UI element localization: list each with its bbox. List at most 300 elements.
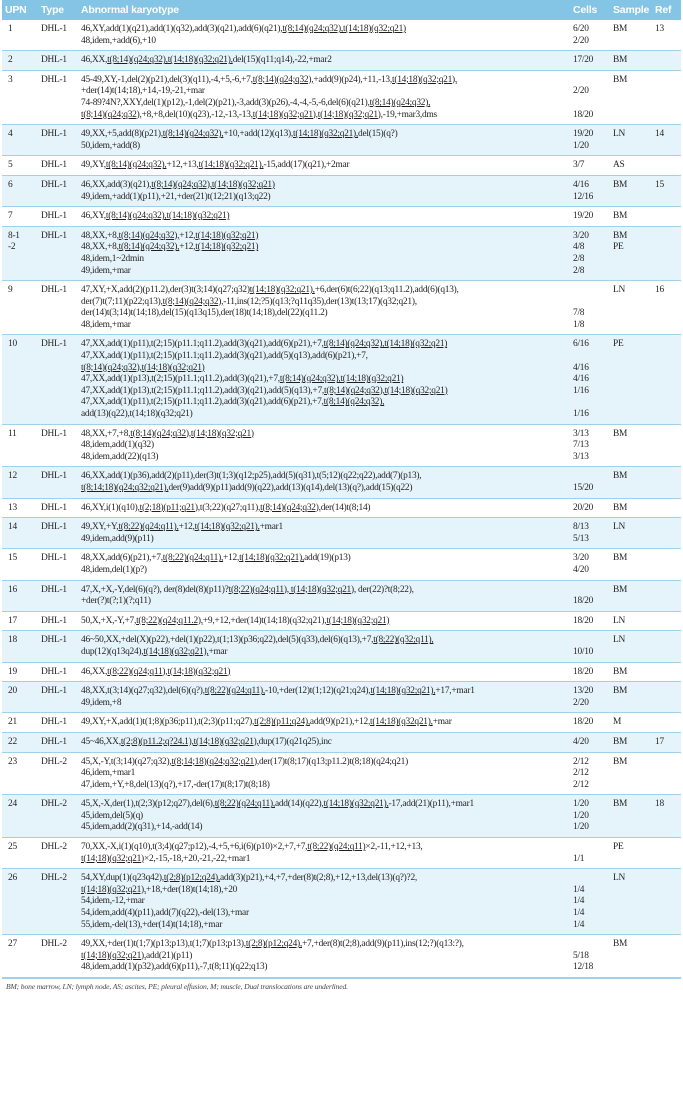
- sample-value: LN: [613, 635, 625, 646]
- cells-value: 2/8: [573, 265, 585, 276]
- upn-value: 18: [8, 635, 17, 646]
- karyotype-line: [81, 141, 567, 153]
- karyotype-segment: 48,idem,add(1)(q32): [81, 440, 154, 451]
- ref-cell: 15: [655, 179, 664, 190]
- dual-translocation: t(8;14)(q24;q32),t(14;18)(q32;q21): [279, 374, 404, 385]
- upn-cell: [2, 125, 38, 156]
- karyotype-segment: 70,XX,-X,i(1)(q10),t(3;4)(q27;p12),-4,+5,+6,i(6)(p10)×2,+7,+7,: [81, 842, 308, 853]
- dual-translocation: t(8;22)(q24;q11),t(14;18)(q32;q21): [107, 666, 231, 677]
- cells-value: 19/20: [573, 211, 594, 222]
- karyotype-segment: add(14)(q22),: [274, 799, 324, 810]
- table-row: [2, 611, 681, 631]
- ref-cell: [652, 498, 681, 518]
- karyotype-line: [81, 667, 567, 679]
- karyotype-line: [81, 885, 567, 897]
- karyotype-line: [81, 320, 567, 332]
- cells-value: 2/12: [573, 756, 589, 767]
- ref-cell: 18: [655, 799, 664, 810]
- karyotype-cell: [78, 20, 570, 51]
- karyotype-segment: 48,idem,del(1)(p?): [81, 564, 147, 575]
- cells-value: 6/20: [573, 24, 589, 34]
- karyotype-line: [81, 266, 567, 278]
- cells-value: [573, 585, 607, 597]
- sample-value: BM: [613, 799, 628, 810]
- karyotype-segment: +17,+mar1: [435, 686, 475, 697]
- karyotype-line: [81, 110, 567, 122]
- karyotype-line: [81, 75, 567, 87]
- upn-value: 25: [8, 842, 17, 853]
- cells-value: 18/20: [573, 717, 594, 728]
- karyotype-segment: 45,X,-Y,t(3;14)(q27;q32),: [81, 756, 172, 767]
- karyotype-line: [81, 180, 567, 192]
- karyotype-segment: 50,idem,+add(8): [81, 140, 140, 151]
- type-cell: DHL-2: [41, 842, 67, 853]
- table-row: [2, 518, 681, 549]
- upn-value: 7: [8, 211, 13, 222]
- karyotype-segment: del(15)(q11;q14),-22,+mar2: [232, 55, 332, 66]
- sample-cell: [610, 549, 652, 580]
- type-cell: DHL-1: [41, 615, 67, 626]
- dual-translocation: t(8;14)(q24;q32),: [369, 97, 431, 108]
- cells-cell: [570, 549, 610, 580]
- cells-value: [573, 842, 607, 854]
- karyotype-cell: [78, 580, 570, 611]
- karyotype-line: [81, 503, 567, 515]
- sample-cell: [610, 838, 652, 869]
- karyotype-segment: t(3;22)(q27;q11),: [199, 502, 261, 513]
- karyotype-segment: 48,idem,1~2dmin: [81, 253, 144, 264]
- karyotype-segment: +6,der(6)t(6;22)(q13;q11.2),add(6)(q13),: [314, 285, 459, 296]
- type-cell: DHL-1: [41, 686, 67, 697]
- cells-cell: [570, 467, 610, 498]
- cells-cell: [570, 713, 610, 733]
- karyotype-segment: der(14)t(3;14)t(14;18),del(15)(q13q15),der(18)t(14;18),del(22)(q11.2): [81, 308, 328, 319]
- karyotype-cell: [78, 335, 570, 424]
- karyotype-segment: del(15)(q?): [358, 129, 398, 140]
- karyotype-line: [81, 873, 567, 885]
- karyotype-segment: +7,+der(8)t(2;8),add(9)(p11),ins(12;?)(q13:?),: [302, 939, 464, 950]
- sample-value: BM: [613, 230, 628, 241]
- ref-cell: [652, 752, 681, 795]
- table-row: [2, 838, 681, 869]
- cells-value: 18/20: [573, 666, 594, 677]
- cells-cell: [570, 20, 610, 51]
- karyotype-segment: -17,add(21)(p11),+mar1: [388, 799, 474, 810]
- cells-value: 2/12: [573, 779, 589, 790]
- sample-cell: [610, 70, 652, 124]
- karyotype-line: [81, 24, 567, 36]
- type-cell: DHL-1: [41, 717, 67, 728]
- upn-value: 21: [8, 717, 17, 728]
- karyotype-segment: 48,idem,+mar: [81, 319, 131, 330]
- karyotype-segment: 48,XX,+7,+8,: [81, 428, 131, 439]
- table-footnote: BM; bone marrow, LN; lymph node, AS; ascites, PE; pleural effusion, M; muscle, Dual translocations are underlined.: [2, 978, 681, 994]
- table-row: [2, 175, 681, 206]
- sample-value: AS: [613, 160, 625, 171]
- sample-cell: [610, 125, 652, 156]
- karyotype-segment: 49,idem,+add(1)(p11),+21,+der(21)t(12;21)(q13;q22): [81, 191, 271, 202]
- karyotype-segment: der(7)t(7;11)(p22;q13),: [81, 296, 163, 307]
- cells-value: 20/20: [573, 502, 594, 513]
- cells-value: 12/16: [573, 191, 594, 202]
- type-cell: DHL-1: [41, 230, 67, 241]
- cells-value: 7/13: [573, 440, 589, 451]
- karyotype-segment: add(19)(p13): [304, 553, 351, 564]
- sample-value: BM: [613, 584, 628, 595]
- cells-value: 1/20: [573, 799, 589, 810]
- dual-translocation: t(2;8)(p11;q24),: [254, 717, 310, 728]
- upn-cell: [2, 838, 38, 869]
- ref-cell: [652, 611, 681, 631]
- upn-value: 9: [8, 285, 13, 296]
- type-cell: DHL-1: [41, 635, 67, 646]
- dual-translocation: t(14;18)(q32;q21),: [293, 129, 359, 140]
- karyotype-line: [81, 596, 567, 608]
- sample-cell: [610, 732, 652, 752]
- table-row: [2, 752, 681, 795]
- karyotype-segment: +12,: [179, 242, 196, 253]
- karyotype-line: [81, 908, 567, 920]
- sample-value: BM: [613, 736, 628, 747]
- table-row: [2, 70, 681, 124]
- karyotype-line: [81, 737, 567, 749]
- karyotype-segment: 48,XX,+8,: [81, 242, 119, 253]
- cells-value: 7/8: [573, 308, 585, 319]
- upn-value: 23: [8, 756, 17, 767]
- karyotype-line: [81, 585, 567, 597]
- ref-cell: [652, 226, 681, 280]
- upn-value: 15: [8, 553, 17, 564]
- dual-translocation: t(8;14)(q24;q32),t(14;18)(q32;q21): [105, 211, 230, 222]
- ref-cell: [652, 518, 681, 549]
- upn-value: 2: [8, 55, 13, 66]
- karyotype-segment: -19,+mar3,dms: [382, 109, 437, 120]
- karyotype-line: [81, 780, 567, 792]
- sample-cell: [610, 611, 652, 631]
- karyotype-segment: +8,+8,del(10)(q23),-12,-13,-13,: [141, 109, 253, 120]
- cells-value: [573, 873, 607, 885]
- karyotype-segment: 49,XY,+Y,: [81, 522, 119, 533]
- table-row: [2, 732, 681, 752]
- header-cells: Cells: [570, 0, 610, 20]
- cells-cell: [570, 662, 610, 682]
- type-cell: DHL-1: [41, 471, 67, 482]
- upn-value: 16: [8, 584, 17, 595]
- table-row: [2, 935, 681, 978]
- upn-cell: [2, 549, 38, 580]
- karyotype-line: [81, 374, 567, 386]
- sample-cell: [610, 281, 652, 335]
- karyotype-cell: [78, 838, 570, 869]
- cells-value: 10/10: [573, 646, 594, 657]
- table-row: [2, 20, 681, 51]
- cells-value: 4/8: [573, 242, 585, 253]
- cells-value: [573, 471, 607, 483]
- cells-value: 1/16: [573, 409, 589, 420]
- karyotype-segment: 54,idem,-12,+mar: [81, 896, 145, 907]
- upn-cell: [2, 752, 38, 795]
- karyotype-segment: 46,XY,: [81, 211, 106, 222]
- ref-cell: [652, 935, 681, 978]
- upn-value: 14: [8, 522, 17, 533]
- karyotype-line: [81, 616, 567, 628]
- karyotype-line: [81, 565, 567, 577]
- sample-cell: [610, 580, 652, 611]
- karyotype-segment: der(22)?t(8;22),: [355, 584, 414, 595]
- type-cell: DHL-1: [41, 160, 67, 171]
- karyotype-segment: der(17)t(8;17)(q13;p11.2)t(8;18)(q24;q21): [258, 756, 408, 767]
- ref-cell: [652, 549, 681, 580]
- dual-translocation: t(8;22)(q24;q11): [307, 842, 366, 853]
- cells-cell: [570, 795, 610, 838]
- dual-translocation: t(14;18)(q32;q21): [326, 615, 390, 626]
- karyotype-segment: 47,idem,+Y,+8,del(13)(q?),+17,-der(17)t(8;17)t(8;18): [81, 779, 270, 790]
- cells-value: 6/16: [573, 339, 589, 350]
- ref-cell: [652, 662, 681, 682]
- sample-value: BM: [613, 666, 628, 677]
- sample-cell: [610, 869, 652, 935]
- karyotype-segment: +der(?)t(?;1)(?;q11): [81, 596, 151, 607]
- cells-value: 3/20: [573, 553, 589, 564]
- dual-translocation: t(14;18)(q32;q21),: [239, 553, 305, 564]
- sample-value: PE: [613, 339, 624, 350]
- cells-value: 2/20: [573, 35, 589, 46]
- karyotype-line: [81, 231, 567, 243]
- cells-value: 1/16: [573, 385, 589, 396]
- karyotype-segment: 45,idem,del(5)(q): [81, 810, 143, 821]
- karyotype-line: [81, 452, 567, 464]
- cells-value: 4/20: [573, 564, 589, 575]
- karyotype-segment: 47,XY,+X,add(2)(p11.2),der(3)t(3;14)(q27;q32): [81, 285, 250, 296]
- cells-cell: [570, 70, 610, 124]
- type-cell: DHL-1: [41, 522, 67, 533]
- cells-cell: [570, 125, 610, 156]
- karyotype-line: [81, 896, 567, 908]
- dual-translocation: t(8;22)(q24;q11), t(14;18)(q32;q21),: [228, 584, 356, 595]
- dual-translocation: t(8;22)(q32;q11),: [373, 635, 434, 646]
- karyotype-segment: 47,XX,add(1)(p11),t(2;15)(p11.1;q11.2),add(3)(q21),add(6)(p21),+7,: [81, 397, 324, 408]
- karyotype-cell: [78, 631, 570, 662]
- karyotype-line: [81, 799, 567, 811]
- table-row: [2, 713, 681, 733]
- karyotype-segment: add(9)(p21),+12,: [309, 717, 371, 728]
- sample-cell: [610, 498, 652, 518]
- cells-value: 5/13: [573, 533, 589, 544]
- cells-value: [573, 939, 607, 951]
- dual-translocation: t(8;14)(q24;q32),: [323, 397, 385, 408]
- type-cell: DHL-1: [41, 553, 67, 564]
- karyotype-line: [81, 757, 567, 769]
- dual-translocation: t(2;8)(p12;q24),: [163, 873, 221, 884]
- upn-value: 11: [8, 428, 17, 439]
- karyotype-segment: -10,+der(12)t(1;12)(q21;q24),: [265, 686, 371, 697]
- type-cell: DHL-1: [41, 129, 67, 140]
- sample-value: BM: [613, 24, 628, 34]
- cells-value: 2/20: [573, 86, 589, 97]
- karyotype-segment: 49,XY,: [81, 160, 106, 171]
- upn-cell: [2, 682, 38, 713]
- karyotype-cell: [78, 207, 570, 227]
- sample-value: BM: [613, 471, 628, 482]
- karyotype-segment: 46,idem,+mar1: [81, 768, 136, 779]
- dual-translocation: t(14;18)(q32;q21),: [194, 522, 260, 533]
- cells-cell: [570, 424, 610, 467]
- upn-cell: [2, 518, 38, 549]
- table-row: [2, 580, 681, 611]
- cells-cell: [570, 935, 610, 978]
- karyotype-segment: 49,idem,+8: [81, 697, 122, 708]
- cells-value: 1/8: [573, 319, 585, 330]
- karyotype-line: [81, 842, 567, 854]
- table-header-row: [2, 0, 681, 20]
- ref-cell: 14: [655, 129, 664, 140]
- upn-value: 26: [8, 873, 17, 884]
- cells-cell: [570, 207, 610, 227]
- cells-cell: [570, 498, 610, 518]
- table-row: [2, 631, 681, 662]
- karyotype-line: [81, 55, 567, 67]
- karyotype-cell: [78, 713, 570, 733]
- type-cell: DHL-2: [41, 873, 67, 884]
- cells-value: 1/20: [573, 822, 589, 833]
- karyotype-segment: 48,idem,add(1)(p32),add(6)(p11),-7,t(8;11)(q22;q13): [81, 962, 268, 973]
- type-cell: DHL-1: [41, 428, 67, 439]
- upn-value: -2: [8, 242, 16, 253]
- sample-cell: [610, 795, 652, 838]
- karyotype-cell: [78, 467, 570, 498]
- cells-cell: [570, 732, 610, 752]
- karyotype-cell: [78, 611, 570, 631]
- upn-cell: [2, 713, 38, 733]
- sample-value: LN: [613, 522, 625, 533]
- cells-cell: [570, 631, 610, 662]
- dual-translocation: t(8;14)(q24;q32),: [118, 230, 180, 241]
- header-sample: Sample: [610, 0, 652, 20]
- table-row: [2, 662, 681, 682]
- upn-value: 27: [8, 939, 17, 950]
- ref-cell: [652, 682, 681, 713]
- cells-cell: [570, 580, 610, 611]
- karyotype-line: [81, 854, 567, 866]
- cells-value: 1/20: [573, 810, 589, 821]
- karyotype-segment: 54,XY,dup(1)(q23q42),: [81, 873, 164, 884]
- karyotype-line: [81, 951, 567, 963]
- karyotype-segment: 74-89?4N?,XXY,del(1)(p12),-1,del(2)(p21),-3,add(3)(p26),-4,-4,-5,-6,del(6)(q21),: [81, 97, 370, 108]
- karyotype-line: [81, 939, 567, 951]
- upn-value: 8-1: [8, 230, 20, 241]
- dual-translocation: t(2;8)(p12;q24),: [245, 939, 302, 950]
- upn-cell: [2, 226, 38, 280]
- karyotype-segment: 46,XX,add(1)(p36),add(2)(p11),der(3)t(1;3)(q12;p25),add(5)(q31),t(5;12)(q22;q22),add(7)(p13),: [81, 471, 422, 482]
- upn-cell: [2, 335, 38, 424]
- karyotype-line: [81, 242, 567, 254]
- karyotype-segment: 47,XX,add(1)(p11),t(2;15)(p11.1;q11.2),add(3)(q21),add(6)(p21),+7,: [81, 339, 324, 350]
- karyotype-cell: [78, 424, 570, 467]
- sample-value: PE: [613, 242, 624, 253]
- cells-cell: [570, 752, 610, 795]
- ref-cell: 16: [655, 285, 664, 296]
- dual-translocation: t(14;18)(q32;q21): [195, 242, 259, 253]
- sample-value: BM: [613, 553, 628, 564]
- karyotype-line: [81, 717, 567, 729]
- karyotype-segment: 55,idem,-del(13),+der(14)t(14;18),+mar: [81, 919, 223, 930]
- karyotype-line: [81, 386, 567, 398]
- cells-cell: [570, 226, 610, 280]
- dual-translocation: t(14;18)(q32;q21),: [370, 686, 436, 697]
- dual-translocation: t(8;14)(q24;q32),: [162, 129, 224, 140]
- karyotype-cell: [78, 156, 570, 176]
- sample-value: LN: [613, 129, 625, 140]
- karyotype-line: [81, 811, 567, 823]
- cells-value: 1/4: [573, 884, 585, 895]
- karyotype-segment: +12,: [179, 230, 196, 241]
- sample-cell: [610, 518, 652, 549]
- dual-translocation: t(8;14)(q24;q32),: [105, 160, 167, 171]
- type-cell: DHL-1: [41, 211, 67, 222]
- upn-value: 22: [8, 736, 17, 747]
- karyotype-segment: +add(9)(p24),+11,-13,: [313, 74, 392, 85]
- sample-cell: [610, 752, 652, 795]
- ref-cell: [652, 156, 681, 176]
- karyotype-line: [81, 635, 567, 647]
- cells-cell: [570, 518, 610, 549]
- cells-value: 1/1: [573, 853, 585, 864]
- dual-translocation: t(14;18)(q32;q21),t(14;18)(q32;q21),: [252, 109, 383, 120]
- karyotype-segment: der(9)add(9)(p11)add(9)(q22),add(13)(q14),del(13)(q?),add(15)(q22): [168, 483, 413, 493]
- karyotype-segment: add(21)(p11): [146, 950, 193, 961]
- dual-translocation: t(14;18)(q32;q21),: [323, 799, 389, 810]
- karyotype-line: [81, 553, 567, 565]
- header-upn: UPN: [2, 0, 38, 20]
- upn-value: 1: [8, 24, 13, 34]
- upn-cell: [2, 795, 38, 838]
- cells-value: [573, 297, 607, 309]
- cells-value: [573, 397, 607, 409]
- cells-value: 3/7: [573, 160, 585, 171]
- type-cell: DHL-1: [41, 285, 67, 296]
- dual-translocation: t(8;14;18)(q24;q32;q21),: [171, 756, 259, 767]
- cells-value: 5/18: [573, 950, 589, 961]
- sample-value: BM: [613, 756, 628, 767]
- cells-value: 4/16: [573, 374, 589, 385]
- karyotype-line: [81, 160, 567, 172]
- upn-cell: [2, 662, 38, 682]
- dual-translocation: t(14;18)(q32;q21),: [249, 285, 315, 296]
- karyotype-line: [81, 86, 567, 98]
- ref-cell: [652, 631, 681, 662]
- karyotype-line: [81, 297, 567, 309]
- karyotype-segment: 46,XX,: [81, 55, 108, 66]
- karyotype-segment: 45,idem,add(2)(q31),+14,-add(14): [81, 822, 203, 833]
- karyotype-line: [81, 192, 567, 204]
- karyotype-line: [81, 822, 567, 834]
- upn-value: 12: [8, 471, 17, 482]
- karyotype-cell: [78, 682, 570, 713]
- karyotype-segment: 45~46,XX,: [81, 736, 121, 747]
- sample-cell: [610, 207, 652, 227]
- upn-value: 3: [8, 74, 13, 85]
- type-cell: DHL-1: [41, 74, 67, 85]
- sample-value: LN: [613, 615, 625, 626]
- dual-translocation: t(8;14)(q24;q32),t(14;18)(q32;q21): [151, 179, 275, 190]
- ref-cell: [652, 51, 681, 71]
- karyotype-segment: +12,+13,: [166, 160, 199, 171]
- karyotype-segment: ×2,-15,-18,+20,-21,-22,+mar1: [143, 853, 251, 864]
- karyotype-segment: 46,XY,add(1)(q21),add(1)(q32),add(3)(q21),add(6)(q21),: [81, 24, 283, 34]
- karyotype-segment: +mar1: [259, 522, 283, 533]
- upn-cell: [2, 498, 38, 518]
- table-row: [2, 424, 681, 467]
